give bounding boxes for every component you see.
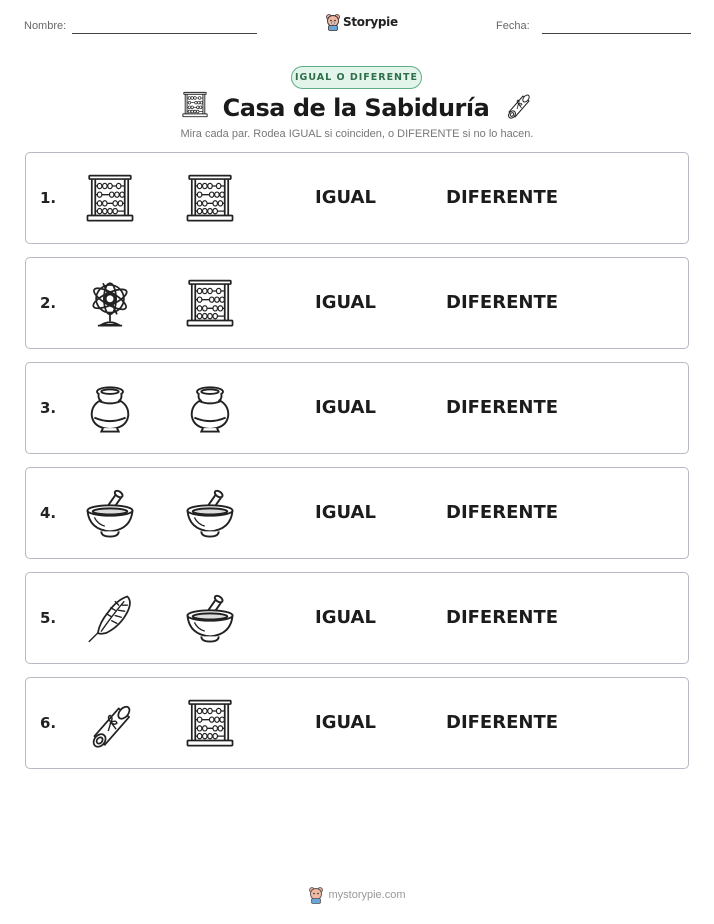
name-label: Nombre: xyxy=(24,20,67,32)
footer-url[interactable]: mystorypie.com xyxy=(328,889,406,901)
abacus-icon xyxy=(184,278,236,330)
storypie-logo xyxy=(325,13,398,31)
mortar-pestle-icon xyxy=(184,593,236,645)
row-number: 1. xyxy=(40,189,57,207)
pair-row xyxy=(25,572,689,664)
pot-icon xyxy=(84,383,136,435)
date-label: Fecha: xyxy=(496,20,530,32)
scroll-icon xyxy=(84,698,136,750)
row-number: 6. xyxy=(40,714,57,732)
option-igual[interactable]: IGUAL xyxy=(315,397,376,418)
instructions: Mira cada par. Rodea IGUAL si coinciden, o DIFERENTE si no lo hacen. xyxy=(180,128,534,140)
option-diferente[interactable]: DIFERENTE xyxy=(446,607,559,628)
option-diferente[interactable]: DIFERENTE xyxy=(446,712,559,733)
pot-icon xyxy=(184,383,236,435)
abacus-icon xyxy=(181,91,209,124)
option-igual[interactable]: IGUAL xyxy=(315,292,376,313)
option-igual[interactable]: IGUAL xyxy=(315,502,376,523)
mortar-pestle-icon xyxy=(84,488,136,540)
footer xyxy=(0,886,714,904)
bear-mascot-icon xyxy=(308,886,324,904)
brand-name: Storypie xyxy=(343,15,398,29)
activity-badge: IGUAL O DIFERENTE xyxy=(291,66,422,89)
abacus-icon xyxy=(84,173,136,225)
page-title: Casa de la Sabiduría xyxy=(222,93,490,122)
option-diferente[interactable]: DIFERENTE xyxy=(446,292,559,313)
option-igual[interactable]: IGUAL xyxy=(315,712,376,733)
row-number: 5. xyxy=(40,609,57,627)
row-number: 3. xyxy=(40,399,57,417)
pair-row xyxy=(25,257,689,349)
option-diferente[interactable]: DIFERENTE xyxy=(446,397,559,418)
pair-row xyxy=(25,152,689,244)
option-diferente[interactable]: DIFERENTE xyxy=(446,502,559,523)
quill-icon xyxy=(84,593,136,645)
title-row xyxy=(0,90,714,125)
option-igual[interactable]: IGUAL xyxy=(315,607,376,628)
date-line[interactable] xyxy=(542,33,691,34)
row-number: 4. xyxy=(40,504,57,522)
scroll-icon xyxy=(503,90,533,125)
armillary-sphere-icon xyxy=(84,278,136,330)
bear-mascot-icon xyxy=(325,13,341,31)
name-line[interactable] xyxy=(72,33,257,34)
option-diferente[interactable]: DIFERENTE xyxy=(446,187,559,208)
mortar-pestle-icon xyxy=(184,488,236,540)
option-igual[interactable]: IGUAL xyxy=(315,187,376,208)
pair-row xyxy=(25,467,689,559)
pair-row xyxy=(25,362,689,454)
pair-row xyxy=(25,677,689,769)
abacus-icon xyxy=(184,173,236,225)
row-number: 2. xyxy=(40,294,57,312)
abacus-icon xyxy=(184,698,236,750)
